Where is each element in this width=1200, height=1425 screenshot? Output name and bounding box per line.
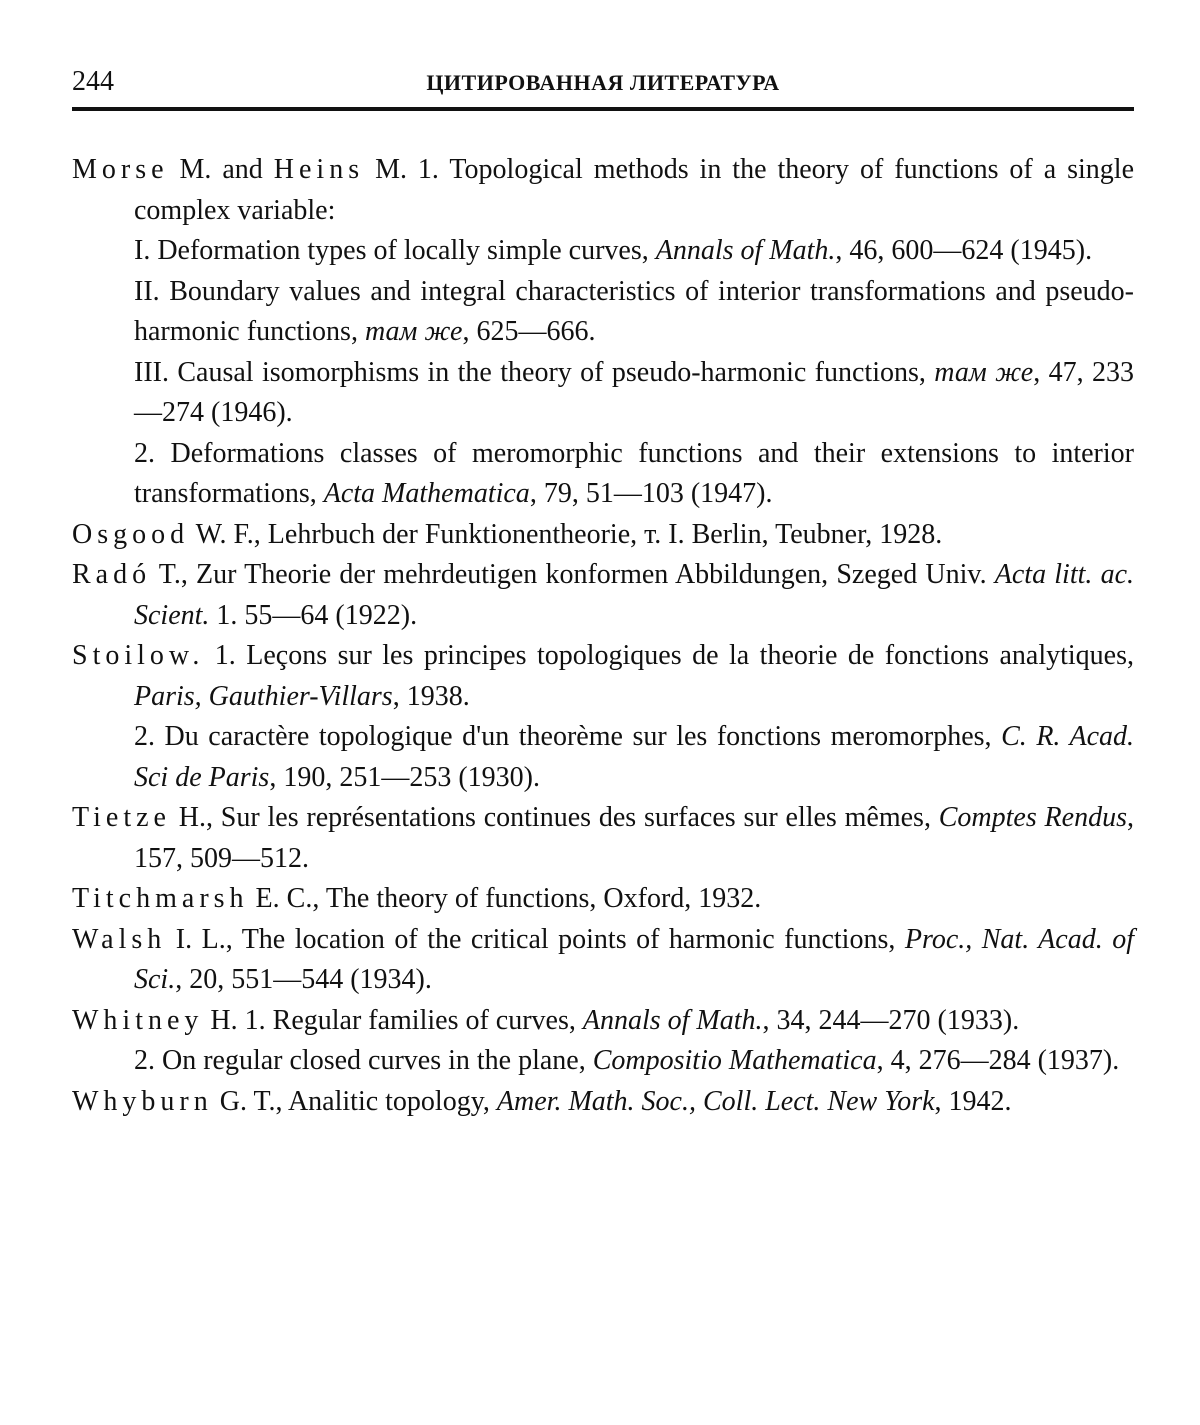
author-name: Tietze (72, 802, 171, 833)
journal-title: там же (364, 316, 463, 347)
reference-entry-walsh (72, 920, 1134, 1001)
entry-text: , 79, 51—103 (1947). (529, 478, 773, 509)
entry-text: 2. On regular closed curves in the plane, (134, 1045, 593, 1076)
journal-title: Acta Mathematica (323, 478, 530, 509)
entry-text: 1. 55—64 (1922). (209, 599, 418, 631)
sub-reference (72, 272, 1134, 353)
journal-title: Annals of Math. (655, 235, 836, 266)
entry-text: H. 1. Regular families of curves, (203, 1004, 583, 1036)
entry-text: I. Deformation types of locally simple curves, (134, 235, 656, 266)
entry-text: 2. Du caractère topologique d'un theorème sur les fonctions meromorphes, (134, 721, 1002, 752)
reference-list (72, 150, 1134, 1122)
author-name: Morse (72, 154, 169, 185)
entry-text: M. 1. Topological methods in the theory of functions of a single complex variable: (134, 154, 1134, 226)
entry-text: II. Boundary values and integral characteristics of interior transformations and pseudo-harmonic functions, (134, 275, 1134, 347)
sub-reference (72, 231, 1134, 272)
entry-text: G. T., Analitic topology, (212, 1085, 497, 1117)
journal-title: Annals of Math. (582, 1004, 763, 1036)
entry-text: , 4, 276—284 (1937). (876, 1045, 1120, 1076)
entry-text: 1. Leçons sur les principes topologiques de la theorie de fonctions analytiques, (204, 640, 1134, 671)
reference-entry-osgood (72, 515, 1134, 556)
reference-entry-whyburn (72, 1082, 1134, 1123)
publisher: Paris, Gauthier-Villars (134, 680, 393, 712)
entry-text: 2. Deformations classes of meromorphic functions and their extensions to interior transformations, (134, 437, 1134, 509)
author-name: Heins (273, 154, 365, 185)
reference-entry-stoilow (72, 636, 1134, 717)
journal-title: там же (934, 356, 1034, 388)
reference-entry-whitney (72, 1001, 1134, 1042)
author-name: Radó (72, 559, 152, 590)
entry-text: , 1942. (934, 1085, 1012, 1117)
sub-reference (72, 1041, 1134, 1082)
entry-text: , 625—666. (462, 316, 596, 347)
running-title: ЦИТИРОВАННАЯ ЛИТЕРАТУРА (426, 70, 780, 95)
journal-title: Acta litt. ac. Scient. (134, 559, 1134, 631)
journal-title: Proc., Nat. Acad. of Sci. (134, 923, 1134, 995)
entry-text: , 47, 233—274 (1946). (134, 356, 1135, 428)
sub-reference (72, 717, 1134, 798)
entry-text: T., Zur Theorie der mehrdeutigen konformen Abbildungen, Szeged Univ. (151, 559, 995, 590)
author-name: Titchmarsh (72, 883, 249, 914)
entry-text: W. F., Lehrbuch der Funktionentheorie, т. I. Berlin, Teubner, 1928. (189, 518, 943, 550)
journal-title: Comptes Rendus (938, 802, 1127, 833)
sub-reference (72, 353, 1134, 434)
journal-title: Amer. Math. Soc., Coll. Lect. New York (496, 1085, 935, 1117)
journal-title: C. R. Acad. Sci de Paris (134, 721, 1134, 793)
entry-text: M. and (168, 154, 274, 185)
reference-entry-morse-heins (72, 150, 1134, 231)
entry-text: I. L., The location of the critical points of harmonic functions, (166, 923, 905, 955)
page-header (72, 62, 1134, 102)
entry-text: , 20, 551—544 (1934). (175, 964, 432, 995)
entry-text: , 1938. (392, 680, 470, 712)
reference-entry-titchmarsh (72, 879, 1134, 920)
entry-text: , 46, 600—624 (1945). (835, 235, 1093, 266)
reference-entry-tietze (72, 798, 1134, 879)
entry-text: E. C., The theory of functions, Oxford, 1932. (248, 883, 762, 914)
author-name: Whyburn (72, 1085, 213, 1117)
entry-text: , 190, 251—253 (1930). (269, 761, 540, 793)
journal-title: Compositio Mathematica (592, 1045, 877, 1076)
sub-reference (72, 434, 1134, 515)
reference-entry-rado (72, 555, 1134, 636)
header-rule (72, 107, 1134, 111)
entry-text: III. Causal isomorphisms in the theory of pseudo-harmonic functions, (134, 356, 935, 388)
entry-text: , 34, 244—270 (1933). (762, 1004, 1020, 1036)
author-name: Osgood (72, 518, 190, 550)
page-number: 244 (72, 66, 114, 97)
author-name: Walsh (72, 923, 167, 955)
entry-text: , 157, 509—512. (134, 802, 1134, 874)
author-name: Whitney (72, 1004, 204, 1036)
author-name: Stoilow. (72, 640, 205, 671)
entry-text: H., Sur les représentations continues des surfaces sur elles mêmes, (170, 802, 939, 833)
